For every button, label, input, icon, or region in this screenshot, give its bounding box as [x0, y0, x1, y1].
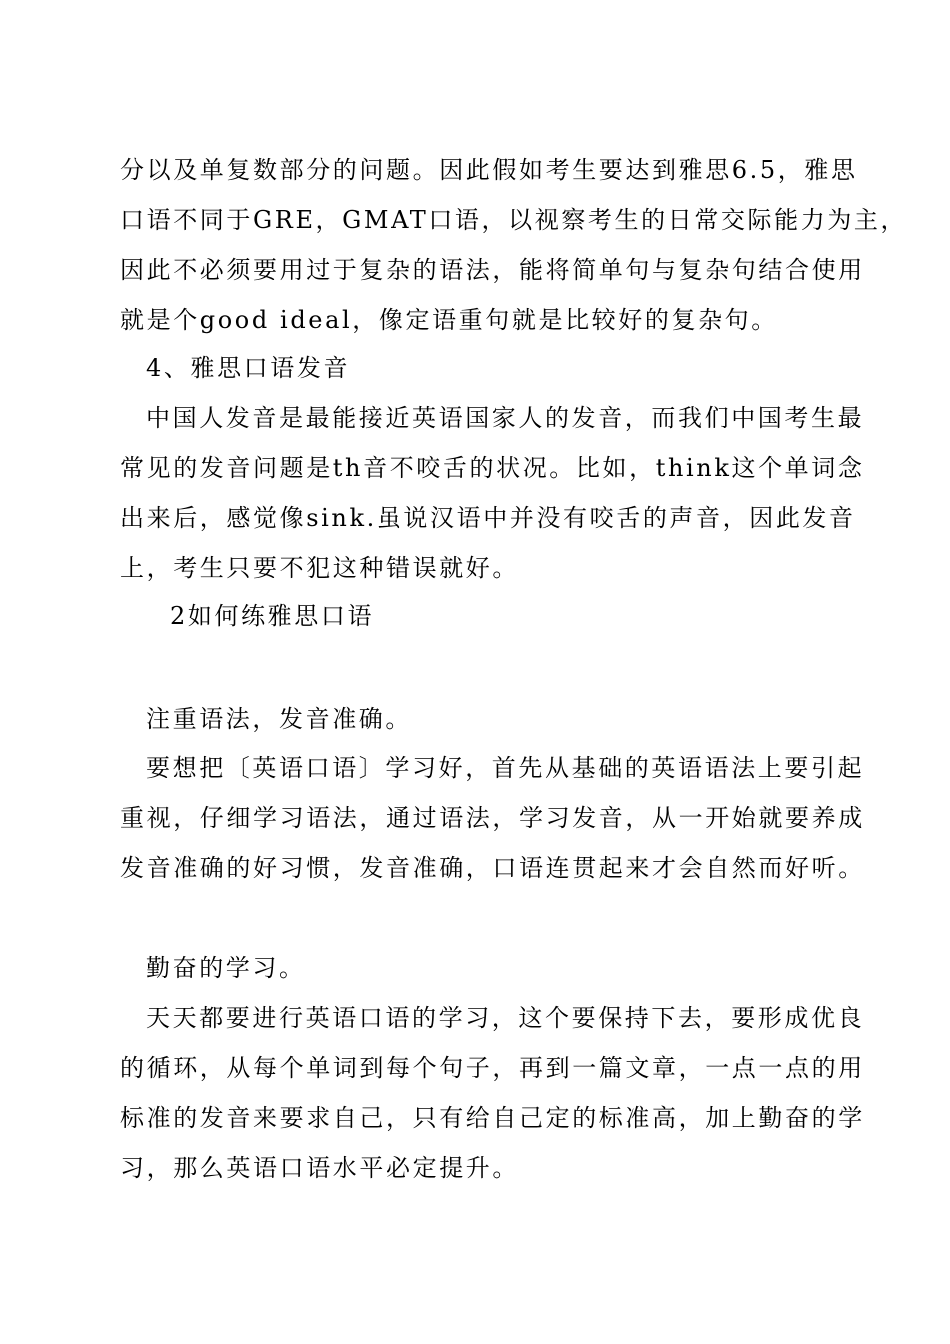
- text-line: 出来后，感觉像sink.虽说汉语中并没有咬舌的声音，因此发音: [120, 504, 856, 532]
- text-line: 口语不同于GRE，GMAT口语，以视察考生的日常交际能力为主，: [120, 206, 908, 234]
- text-line: 上，考生只要不犯这种错误就好。: [120, 554, 519, 582]
- section-heading-ielts-pronunciation: 4、雅思口语发音: [146, 354, 351, 382]
- text-line: 常见的发音问题是th音不咬舌的状况。比如，think这个单词念: [120, 454, 865, 482]
- text-line: 就是个good ideal，像定语重句就是比较好的复杂句。: [120, 306, 778, 334]
- text-line: 的循环，从每个单词到每个句子，再到一篇文章，一点一点的用: [120, 1054, 865, 1082]
- subheading-diligent-study: 勤奋的学习。: [146, 954, 306, 982]
- text-line: 天天都要进行英语口语的学习，这个要保持下去，要形成优良: [146, 1004, 865, 1032]
- text-line: 习，那么英语口语水平必定提升。: [120, 1154, 519, 1182]
- text-line: 中国人发音是最能接近英语国家人的发音，而我们中国考生最: [146, 404, 865, 432]
- text-line: 分以及单复数部分的问题。因此假如考生要达到雅思6.5，雅思: [120, 156, 858, 184]
- text-line: 标准的发音来要求自己，只有给自己定的标准高，加上勤奋的学: [120, 1104, 865, 1132]
- text-line: 重视，仔细学习语法，通过语法，学习发音，从一开始就要养成: [120, 804, 865, 832]
- section-heading-how-to-practice: 2如何练雅思口语: [170, 602, 375, 630]
- text-line: 发音准确的好习惯，发音准确，口语连贯起来才会自然而好听。: [120, 854, 865, 882]
- text-line: 因此不必须要用过于复杂的语法，能将简单句与复杂句结合使用: [120, 256, 865, 284]
- subheading-grammar-pronunciation: 注重语法，发音准确。: [146, 705, 412, 733]
- text-line: 要想把〔英语口语〕学习好，首先从基础的英语语法上要引起: [146, 754, 865, 782]
